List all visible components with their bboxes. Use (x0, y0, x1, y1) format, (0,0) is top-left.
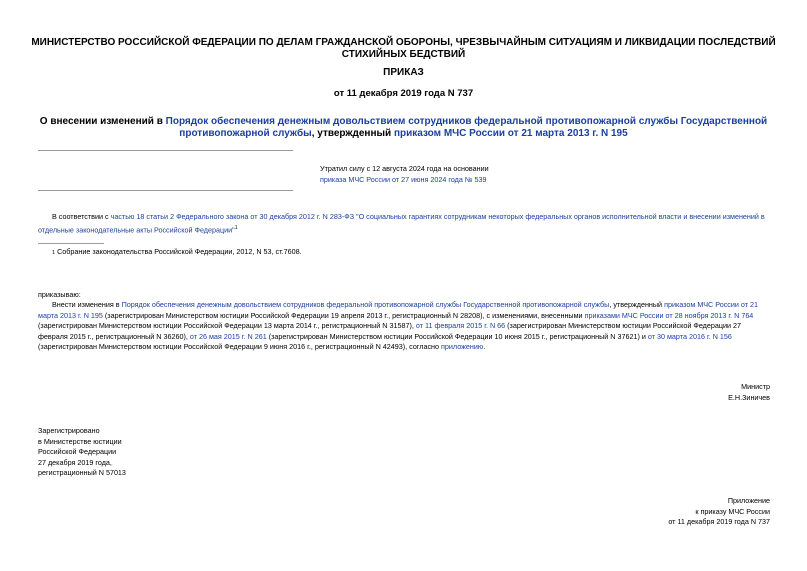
order-link-66[interactable]: от 11 февраля 2015 г. N 66 (415, 321, 506, 330)
order-link-appendix[interactable]: приложению (441, 342, 484, 351)
signature-position: Министр (741, 382, 770, 391)
document-type: ПРИКАЗ (383, 67, 424, 78)
registration-block (38, 426, 126, 479)
status-link[interactable]: приказа МЧС России от 27 июня 2024 года № 539 (320, 174, 487, 184)
preamble-law-link[interactable]: частью 18 статьи 2 Федерального закона от 30 декабря 2012 г. N 283-ФЗ "О социальных гарантиях сотрудникам некоторых федеральных органов исполнительной власти и внесении изменений в отдельные законодательные акты Российской Федерации" (38, 212, 765, 234)
order-text: . (483, 342, 486, 351)
signature-name: Е.Н.Зиничев (728, 392, 770, 402)
appendix-line: от 11 декабря 2019 года N 737 (668, 517, 770, 526)
signature-block (728, 382, 770, 403)
title-text-2: , утвержденный (311, 128, 394, 139)
document-date-number: от 11 декабря 2019 года N 737 (333, 88, 474, 99)
footnote-text: Собрание законодательства Российской Федерации, 2012, N 53, ст.7608. (57, 247, 302, 256)
order-link-195[interactable]: приказом МЧС России от 21 марта 2013 г. N 195 (38, 300, 759, 320)
status-line: Утратил силу с 12 августа 2024 года на основании (320, 164, 489, 173)
order-text: (зарегистрирован Министерством юстиции Российской Федерации 27 февраля 2015 г., регистрационный N 36260), (38, 321, 742, 341)
divider-top (38, 150, 293, 151)
order-link-156[interactable]: от 30 марта 2016 г. N 156 (647, 331, 732, 341)
appendix-line: Приложение (727, 496, 770, 505)
order-text: Внести изменения в (52, 300, 122, 309)
title-link-order-195[interactable]: приказом МЧС России от 21 марта 2013 г. N 195 (393, 128, 628, 139)
appendix-block (668, 496, 770, 528)
preamble (38, 212, 770, 235)
order-paragraph (38, 300, 770, 353)
order-text: , утвержденный (609, 300, 665, 309)
preamble-text: В соответствии с (52, 212, 111, 221)
order-link-procedure[interactable]: Порядок обеспечения денежным довольствием сотрудников федеральной противопожарной службы Государственной противопожарной службы (121, 300, 610, 309)
title-link-procedure[interactable]: Порядок обеспечения денежным довольствием сотрудников федеральной противопожарной службы Государственной противопожарной службы (165, 116, 768, 139)
ministry-name: МИНИСТЕРСТВО РОССИЙСКОЙ ФЕДЕРАЦИИ ПО ДЕЛАМ ГРАЖДАНСКОЙ ОБОРОНЫ, ЧРЕЗВЫЧАЙНЫМ СИТУАЦИЯМ И ЛИКВИДАЦИИ ПОСЛЕДСТВИЙ СТИХИЙНЫХ БЕДСТВИЙ (31, 37, 776, 60)
footnote (52, 247, 752, 259)
registration-line: регистрационный N 57013 (38, 468, 126, 477)
footnote-number: 1 (52, 250, 56, 256)
order-text: (зарегистрирован Министерством юстиции Российской Федерации 19 апреля 2013 г., регистрационный N 28208), с изменениями, внесенными (102, 310, 585, 320)
order-word: приказываю: (38, 290, 81, 299)
registration-line: в Министерстве юстиции (38, 436, 122, 446)
title-text-1: О внесении изменений в (39, 116, 166, 127)
registration-line: Российской Федерации (38, 447, 117, 456)
divider-status (38, 190, 293, 191)
footnote-divider (38, 243, 104, 244)
document-title (30, 116, 777, 140)
order-link-261[interactable]: от 26 мая 2015 г. N 261 (189, 331, 267, 341)
order-text: (зарегистрирован Министерством юстиции Российской Федерации 13 марта 2014 г., регистрационный N 31587), (38, 321, 416, 330)
registration-line: Зарегистрировано (38, 426, 100, 435)
order-link-764[interactable]: приказами МЧС России от 28 ноября 2013 г. N 764 (584, 310, 754, 320)
appendix-line: к приказу МЧС России (695, 506, 770, 516)
order-text: (зарегистрирован Министерством юстиции Российской Федерации 10 июня 2015 г., регистрационный N 37621) и (266, 331, 648, 341)
order-text: (зарегистрирован Министерством юстиции Российской Федерации 9 июня 2016 г., регистрационный N 42493), согласно (38, 342, 442, 351)
registration-line: 27 декабря 2019 года, (38, 457, 112, 467)
status-note (320, 164, 620, 185)
footnote-ref: 1 (234, 224, 238, 231)
